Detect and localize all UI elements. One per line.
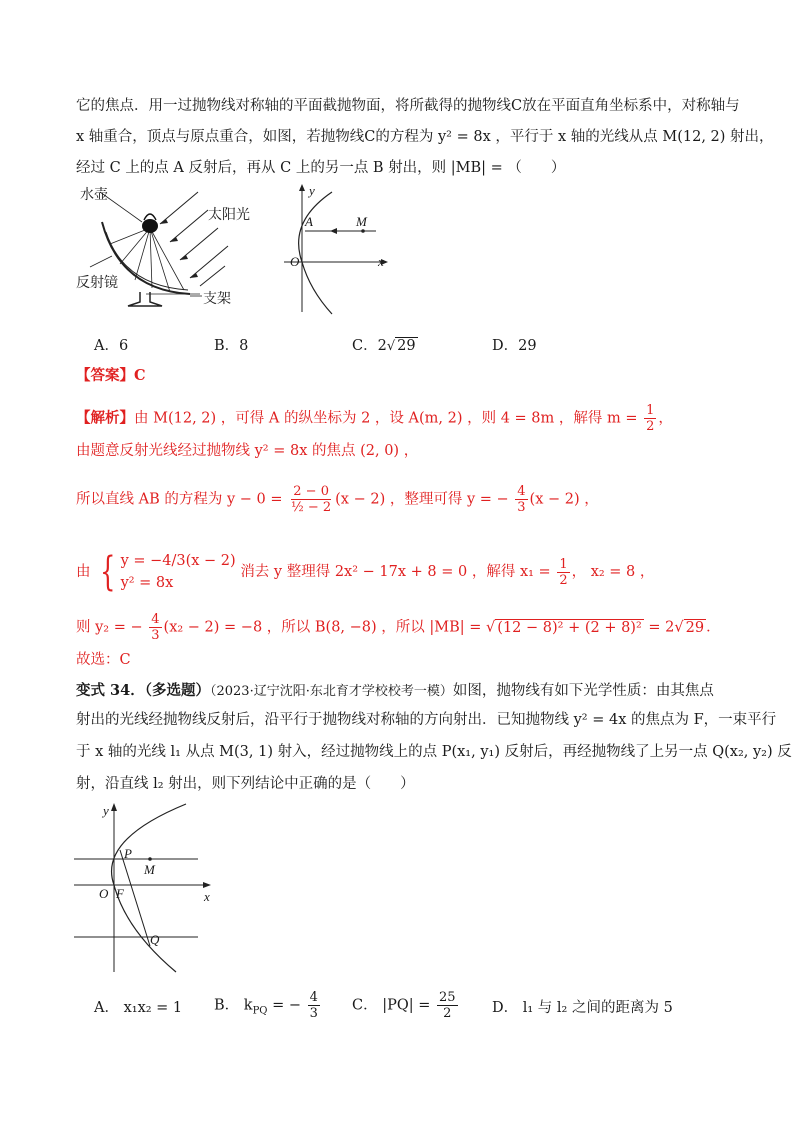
problem2-line4: 射，沿直线 l₂ 射出，则下列结论中正确的是（ ） (76, 776, 415, 792)
system-row1: y = −4/3(x − 2) (120, 553, 236, 569)
solution-l5-radicand: (12 − 8)² + (2 + 8)² (497, 619, 642, 636)
solution-l5-a: 则 y₂ = − (76, 619, 143, 636)
problem2-line3: 于 x 轴的光线 l₁ 从点 M(3, 1) 射入，经过抛物线上的点 P(x₁, y₁) 反射后，再经抛物线了上另一点 Q(x₂, y₂) 反 (76, 744, 792, 760)
graph2-Q-label: Q (150, 932, 160, 947)
problem2-line1 (76, 681, 714, 702)
solution-line4 (76, 550, 654, 594)
graph2-F-label: F (116, 886, 124, 901)
p1-option-d[interactable]: D．29 (492, 338, 537, 354)
p2-option-c[interactable] (352, 990, 460, 1021)
p2-option-c-prefix: C． |PQ| = (352, 997, 431, 1014)
kettle-label: 水壶 (80, 187, 108, 203)
problem2-line2: 射出的光线经抛物线反射后，沿平行于抛物线对称轴的方向射出．已知抛物线 y² = 4x 的焦点为 F，一束平行 (76, 712, 777, 728)
solution-l4-end: ， x₂ = 8 ， (571, 564, 655, 580)
problem2-title: 变式 34．（多选题） (76, 682, 210, 699)
solution-l5-b: (x₂ − 2) = −8 ，所以 B(8, −8) ，所以 |MB| = (163, 619, 482, 636)
solution-l5-c: = 2 (648, 619, 675, 636)
p1-option-c-radicand: 29 (397, 338, 416, 354)
p2-option-b-prefix: B． k (214, 997, 253, 1014)
p1-option-a[interactable]: A．6 (94, 338, 129, 354)
sunlight-label: 太阳光 (208, 207, 250, 223)
graph1-x-label: x (378, 254, 384, 269)
solution-l4-prefix: 由 (76, 564, 91, 580)
system-row2: y² = 8x (120, 575, 174, 591)
solution-l1-end: ， (658, 410, 673, 427)
graph1-origin-label: O (290, 254, 300, 269)
p1-option-b[interactable]: B．8 (214, 338, 249, 354)
solution-line5: 则 y₂ = − $\frac{4}{3}$ (x₂ − 2) = −8 ，所以 B(8, −8) ，所以 |MB| = √ (12 − 8)² + (2 + 8)² = 2√ 29 ． (76, 612, 721, 643)
graph1-M-label: M (356, 214, 367, 229)
problem1-line1: 它的焦点．用一过抛物线对称轴的平面截抛物面，将所截得的抛物线C放在平面直角坐标系中，对称轴与 (76, 98, 740, 114)
graph1-A-label: A (305, 214, 313, 229)
solution-l1-text: 由 M(12, 2) ，可得 A 的纵坐标为 2 ，设 A(m, 2) ，则 4 = 8m ，解得 m = (134, 410, 638, 427)
graph2-M-label: M (144, 862, 155, 877)
p2-option-b[interactable] (214, 990, 322, 1021)
parabola-graph-2 (70, 800, 220, 975)
solution-label: 【解析】 (76, 409, 134, 427)
fraction-slope: $\frac{2 - 0}{\text{½ − 2}}$ (291, 484, 332, 515)
problem1-line3: 经过 C 上的点 A 反射后，再从 C 上的另一点 B 射出，则 |MB| = （ ） (76, 160, 566, 176)
solution-line3 (76, 484, 599, 515)
solution-line2: 由题意反射光线经过抛物线 y² = 8x 的焦点 (2, 0) ， (76, 443, 419, 459)
fraction-m: $\frac{1}{2}$ (646, 403, 655, 434)
solution-l4-mid: 消去 y 整理得 2x² − 17x + 8 = 0 ，解得 x₁ = (240, 564, 551, 580)
fraction-x1: $\frac{1}{2}$ (559, 556, 568, 588)
problem2-source: （2023·辽宁沈阳·东北育才学校校考一模） (209, 684, 453, 699)
graph2-y-label: y (103, 803, 109, 818)
solution-l3-b: (x − 2) ，整理可得 y = − (335, 491, 509, 508)
p1-option-c[interactable]: C．2√ 29 (352, 338, 416, 354)
graph2-P-label: P (124, 846, 132, 861)
equation-system: { y = −4/3(x − 2) y² = 8x (100, 549, 236, 595)
stand-label: 支架 (203, 291, 231, 307)
solution-line1 (76, 403, 673, 434)
solution-l3-c: (x − 2) ， (529, 491, 599, 508)
p2-option-b-sub: PQ (252, 1005, 268, 1017)
fraction-four-thirds: $\frac{4}{3}$ (517, 484, 526, 515)
p2-option-a[interactable]: A． x₁x₂ = 1 (94, 1000, 183, 1016)
p2-option-c-fraction: $\frac{25}{2}$ (439, 990, 456, 1021)
answer-line (76, 366, 146, 386)
parabola-graph-1 (280, 182, 390, 317)
solution-conclusion: 故选：C (76, 652, 131, 668)
answer-label: 【答案】 (76, 367, 134, 384)
mirror-label: 反射镜 (76, 275, 118, 291)
fraction-y2: $\frac{4}{3}$ (151, 612, 160, 643)
problem2-line1-end: 如图，抛物线有如下光学性质：由其焦点 (452, 683, 714, 699)
answer-value: C (134, 367, 146, 384)
solution-l5-end: ． (706, 619, 721, 636)
graph1-y-label: y (309, 183, 315, 198)
solution-l5-radicand2: 29 (685, 619, 705, 636)
graph2-origin-label: O (99, 886, 109, 901)
p2-option-d[interactable]: D． l₁ 与 l₂ 之间的距离为 5 (492, 1000, 673, 1016)
p2-option-b-fraction: $\frac{4}{3}$ (309, 990, 318, 1021)
solution-l3-a: 所以直线 AB 的方程为 y − 0 = (76, 491, 283, 508)
problem1-line2: x 轴重合，顶点与原点重合，如图，若抛物线C的方程为 y² = 8x ，平行于 x 轴的光线从点 M(12, 2) 射出， (76, 129, 774, 145)
p1-option-c-prefix: C．2 (352, 338, 387, 354)
p2-option-b-mid: = − (267, 997, 302, 1014)
graph2-x-label: x (204, 889, 210, 904)
